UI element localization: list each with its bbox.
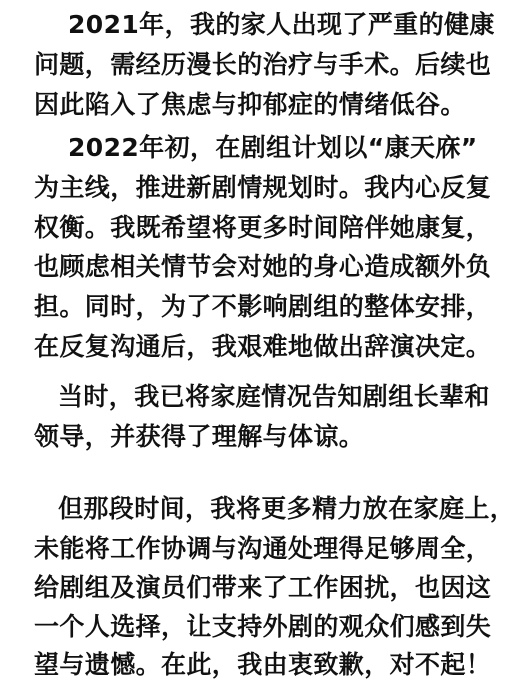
paragraph-4-line-4: 一个人选择，让支持外剧的观众们感到失 bbox=[34, 612, 492, 641]
paragraph-2-line-4: 也顾虑相关情节会对她的身心造成额外负 bbox=[34, 252, 492, 281]
paragraph-1-line-1: 2021年，我的家人出现了严重的健康 bbox=[68, 10, 495, 39]
paragraph-2-line-1: 2022年初，在剧组计划以“康天庥” bbox=[68, 133, 478, 162]
paragraph-3-line-2: 领导，并获得了理解与体谅。 bbox=[34, 422, 365, 451]
paragraph-4-line-2: 未能将工作协调与沟通处理得足够周全， bbox=[34, 534, 492, 563]
paragraph-2-line-5: 担。同时，为了不影响剧组的整体安排， bbox=[34, 292, 492, 321]
paragraph-2-line-2: 为主线，推进新剧情规划时。我内心反复 bbox=[34, 173, 492, 202]
paragraph-4-line-5: 望与遗憾。在此，我由衷致歉，对不起！ bbox=[34, 650, 492, 679]
paragraph-1-line-2: 问题，需经历漫长的治疗与手术。后续也 bbox=[34, 50, 492, 79]
paragraph-1-line-3: 因此陷入了焦虑与抑郁症的情绪低谷。 bbox=[34, 90, 466, 119]
paragraph-2-line-6: 在反复沟通后，我艰难地做出辞演决定。 bbox=[34, 332, 492, 361]
paragraph-4-line-1: 但那段时间，我将更多精力放在家庭上， bbox=[58, 494, 516, 523]
paragraph-2-line-3: 权衡。我既希望将更多时间陪伴她康复， bbox=[34, 213, 492, 242]
paragraph-4-line-3: 给剧组及演员们带来了工作困扰，也因这 bbox=[34, 573, 492, 602]
paragraph-3-line-1: 当时，我已将家庭情况告知剧组长辈和 bbox=[58, 382, 490, 411]
